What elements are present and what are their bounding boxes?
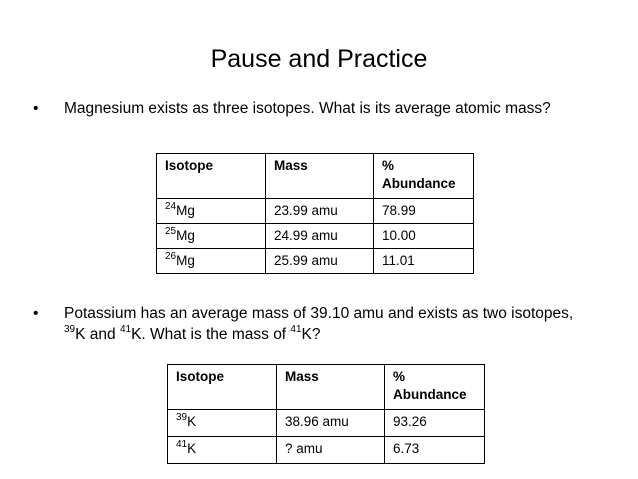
table-row [168, 410, 485, 437]
mass-number: 24 [165, 200, 177, 212]
element-symbol: Mg [176, 228, 195, 243]
header-abundance [374, 154, 474, 199]
bullet-text-line1: Potassium has an average mass of 39.10 amu and exists as two isotopes, [64, 305, 574, 322]
text-segment: K? [301, 326, 321, 343]
isotope-cell [157, 199, 266, 224]
mass-number: 25 [165, 225, 177, 237]
isotope-cell [157, 249, 266, 274]
abundance-cell: 78.99 [374, 199, 474, 224]
text-segment: K. What is the mass of [131, 326, 291, 343]
isotope-cell [157, 224, 266, 249]
mass-number: 41 [119, 323, 132, 335]
mass-cell: ? amu [277, 437, 385, 464]
abundance-cell: 6.73 [385, 437, 485, 464]
mass-number: 41 [176, 438, 188, 450]
mass-cell: 38.96 amu [277, 410, 385, 437]
table-row [168, 437, 485, 464]
isotope-cell [168, 437, 277, 464]
mass-cell: 24.99 amu [266, 224, 374, 249]
table-header-row [157, 154, 474, 199]
abundance-cell: 11.01 [374, 249, 474, 274]
header-mass: Mass [277, 365, 385, 410]
potassium-isotope-table [167, 364, 485, 464]
header-mass: Mass [266, 154, 374, 199]
mass-number: 39 [64, 323, 76, 335]
table-row [157, 199, 474, 224]
element-symbol: K [187, 441, 197, 456]
table-row [157, 224, 474, 249]
mass-cell: 23.99 amu [266, 199, 374, 224]
table-header-row [168, 365, 485, 410]
text-segment: K and [75, 326, 120, 343]
mass-number: 39 [176, 411, 188, 423]
bullet-marker: • [33, 305, 39, 322]
header-percent: % [382, 158, 395, 173]
table-row [157, 249, 474, 274]
mass-cell: 25.99 amu [266, 249, 374, 274]
isotope-cell [168, 410, 277, 437]
magnesium-isotope-table [156, 153, 474, 274]
header-abundance-label: Abundance [382, 176, 456, 191]
element-symbol: K [187, 414, 197, 429]
header-isotope: Isotope [168, 365, 277, 410]
element-symbol: Mg [176, 253, 195, 268]
header-percent: % [393, 369, 406, 384]
bullet-marker: • [33, 100, 39, 117]
slide-title: Pause and Practice [210, 45, 428, 73]
bullet-text-line2 [64, 324, 321, 345]
element-symbol: Mg [176, 203, 195, 218]
header-isotope: Isotope [157, 154, 266, 199]
mass-number: 26 [165, 250, 177, 262]
bullet-text: Magnesium exists as three isotopes. What is its average atomic mass? [64, 100, 551, 117]
abundance-cell: 93.26 [385, 410, 485, 437]
mass-number: 41 [290, 323, 302, 335]
abundance-cell: 10.00 [374, 224, 474, 249]
header-abundance [385, 365, 485, 410]
header-abundance-label: Abundance [393, 387, 467, 402]
